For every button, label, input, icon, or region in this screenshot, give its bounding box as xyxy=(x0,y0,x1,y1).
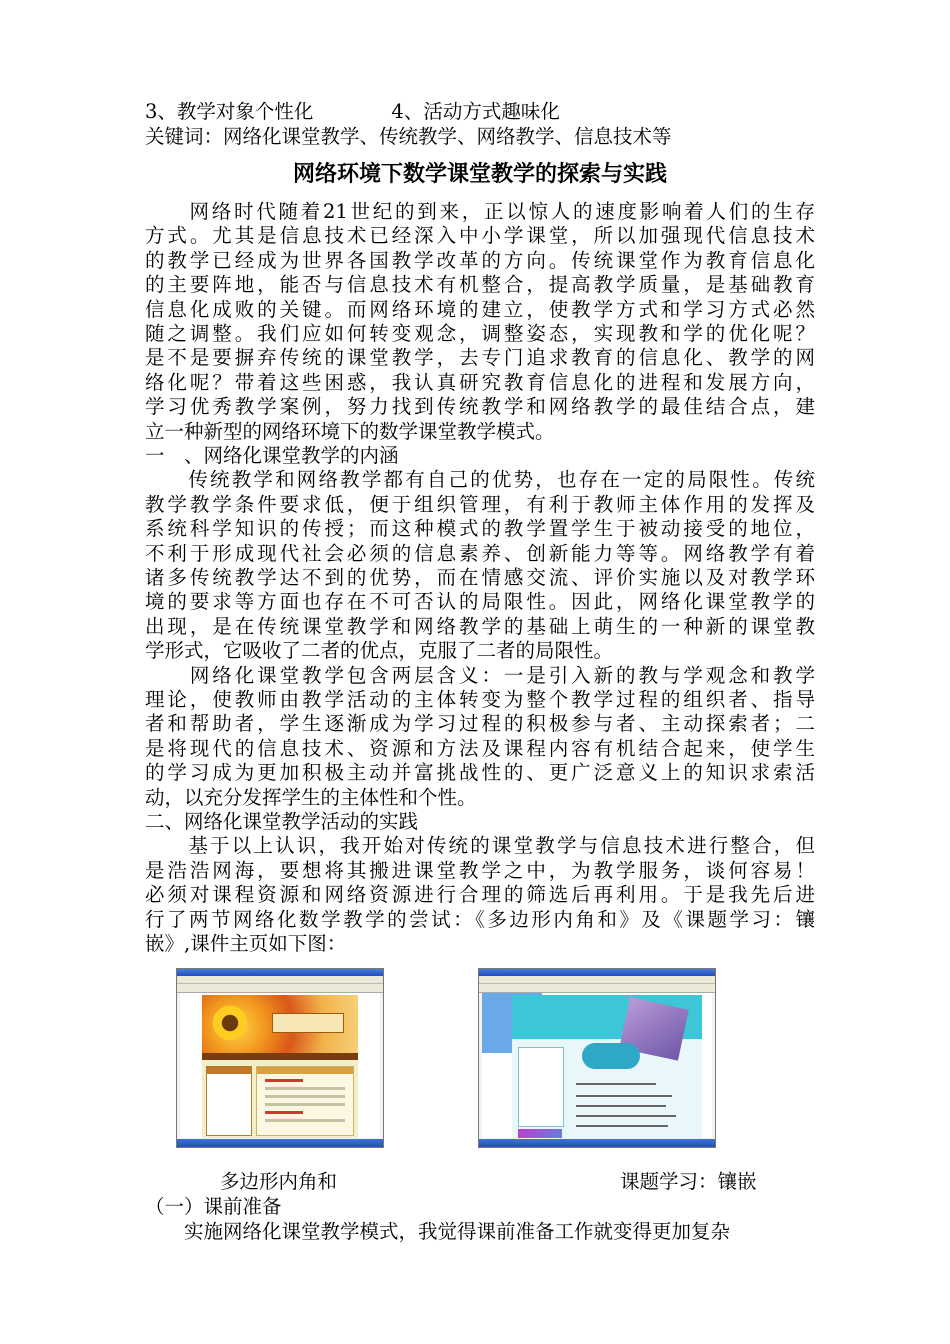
body-line: 学形式，它吸收了二者的优点，克服了二者的局限性。 xyxy=(145,639,614,663)
body-line: 立一种新型的网络环境下的数学课堂教学模式。 xyxy=(145,419,555,443)
body-line: 必须对课程资源和网络资源进行合理的筛选后再利用。于是我先后进 xyxy=(145,883,815,907)
taskbar xyxy=(479,1139,715,1147)
body-line: 教学教学条件要求低，便于组织管理，有利于教师主体作用的发挥及 xyxy=(145,492,815,516)
body-line: 出现，是在传统课堂教学和网络教学的基础上萌生的一种新的课堂教 xyxy=(145,614,815,638)
address-bar xyxy=(177,984,383,993)
welcome-badge xyxy=(582,1043,640,1069)
body-line: 是将现代的信息技术、资源和方法及课程内容有机结合起来，使学生 xyxy=(145,736,815,760)
body-line: 随之调整。我们应如何转变观念，调整姿态，实现教和学的优化呢？ xyxy=(145,322,815,345)
body-line: 理论，使教师由教学活动的主体转变为整个教学过程的组织者、指导 xyxy=(145,688,815,711)
keywords-line: 关键词：网络化课堂教学、传统教学、网络教学、信息技术等 xyxy=(145,125,672,148)
body-line: 不利于形成现代社会必须的信息素养、创新能力等等。网络教学有着 xyxy=(145,541,815,565)
item-4: 4、活动方式趣味化 xyxy=(391,100,560,123)
tessellation-picture xyxy=(518,1129,562,1138)
body-line: 是浩浩网海，要想将其搬进课堂教学之中，为教学服务，谈何容易！ xyxy=(145,858,815,882)
left-panel xyxy=(206,1066,252,1136)
list-line-3-4 xyxy=(145,100,815,124)
caption-tessellation: 课题学习：镶嵌 xyxy=(620,1170,757,1193)
body-line: 的教学已经成为世界各国教学改革的方向。传统课堂作为教育信息化 xyxy=(145,248,815,272)
article-title: 网络环境下数学课堂教学的探索与实践 xyxy=(292,162,667,187)
body-line: 络化呢？带着这些困惑，我认真研究教育信息化的进程和发展方向， xyxy=(145,370,815,394)
body-line: 嵌》,课件主页如下图： xyxy=(145,932,347,955)
sunflower-image xyxy=(210,1003,250,1043)
body-line: 是不是要摒弃传统的课堂教学，去专门追求教育的信息化、教学的网 xyxy=(145,346,815,370)
body-line: 基于以上认识，我开始对传统的课堂教学与信息技术进行整合，但 xyxy=(145,834,815,858)
body-line: 方式。尤其是信息技术已经深入中小学课堂，所以加强现代信息技术 xyxy=(145,224,815,248)
paragraph-line: 实施网络化课堂教学模式，我觉得课前准备工作就变得更加复杂 xyxy=(145,1220,731,1243)
body-line: 一 、网络化课堂教学的内涵 xyxy=(145,444,399,467)
polygon-angle-sum-screenshot xyxy=(176,968,384,1148)
right-panel xyxy=(256,1066,354,1136)
window-title-bar xyxy=(479,969,715,976)
body-line: 网络时代随着21世纪的到来，正以惊人的速度影响着人们的生存 xyxy=(145,200,815,223)
body-line: 传统教学和网络教学都有自己的优势，也存在一定的局限性。传统 xyxy=(145,468,815,492)
page-body xyxy=(202,1060,358,1138)
side-panel xyxy=(518,1047,564,1127)
body-line: 动，以充分发挥学生的主体性和个性。 xyxy=(145,785,477,809)
site-logo xyxy=(272,1013,344,1033)
body-line: 诸多传统教学达不到的优势，而在情感交流、评价实施以及对教学环 xyxy=(145,566,815,589)
body-line: 行了两节网络化数学教学的尝试：《多边形内角和》及《课题学习：镶 xyxy=(145,907,815,931)
body-line: 网络化课堂教学包含两层含义：一是引入新的教与学观念和教学 xyxy=(145,663,815,687)
taskbar xyxy=(177,1139,383,1147)
tessellation-screenshot xyxy=(478,968,716,1148)
menu-bar xyxy=(177,976,383,984)
body-line: 境的要求等方面也存在不可否认的局限性。因此，网络化课堂教学的 xyxy=(145,590,815,614)
sunflower-banner xyxy=(202,995,358,1053)
nav-strip xyxy=(202,1053,358,1060)
body-line: 者和帮助者，学生逐渐成为学习过程的积极参与者、主动探索者；二 xyxy=(145,712,815,736)
address-bar xyxy=(479,984,715,993)
window-title-bar xyxy=(177,969,383,976)
body-line: 信息化成败的关键。而网络环境的建立，使教学方式和学习方式必然 xyxy=(145,297,815,321)
body-line: 学习优秀教学案例，努力找到传统教学和网络教学的最佳结合点，建 xyxy=(145,395,815,419)
webpage-content xyxy=(180,993,380,1138)
body-line: 系统科学知识的传授；而这种模式的教学置学生于被动接受的地位， xyxy=(145,517,815,541)
body-line: 二、网络化课堂教学活动的实践 xyxy=(145,810,419,833)
webpage-content xyxy=(482,993,712,1138)
content-panel xyxy=(512,1039,702,1138)
body-line: 的学习成为更加积极主动并富挑战性的、更广泛意义上的知识求索活 xyxy=(145,761,815,785)
caption-polygon: 多边形内角和 xyxy=(220,1170,338,1193)
body-line: 的主要阵地，能否与信息技术有机整合，提高教学质量，是基础教育 xyxy=(145,273,815,297)
section-heading-preparation: （一）课前准备 xyxy=(145,1195,282,1218)
menu-bar xyxy=(479,976,715,984)
item-3: 3、教学对象个性化 xyxy=(145,100,314,123)
